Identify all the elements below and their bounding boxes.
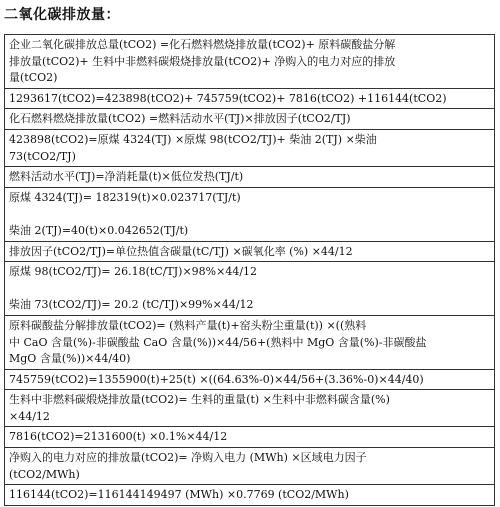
text-line: 原料碳酸盐分解排放量(tCO2)= (熟料产量(t)+窑头粉尘重量(t)) ×((熟料 (9, 318, 367, 332)
text-line: 116144(tCO2)=116144149497 (MWh) ×0.7769 (tCO2/MWh) (9, 488, 349, 502)
text-line: MgO 含量(%))×44/40) (9, 352, 131, 366)
text-line: 原煤 4324(TJ)= 182319(t)×0.023717(TJ/t) (9, 190, 241, 204)
text-line: 排放量(tCO2)+ 生料中非燃料碳煅烧排放量(tCO2)+ 净购入的电力对应的排放 (9, 54, 396, 68)
table-row-fossil-formula (5, 109, 494, 130)
text-line: 量(tCO2) (9, 71, 58, 85)
text-line: 423898(tCO2)=原煤 4324(TJ) ×原煤 98(tCO2/TJ)+ 柴油 2(TJ) ×柴油 (9, 132, 377, 146)
text-line: 73(tCO2/TJ) (9, 149, 76, 163)
text-line: ×44/12 (9, 409, 50, 423)
text-line: 柴油 73(tCO2/TJ)= 20.2 (tC/TJ)×99%×44/12 (9, 298, 254, 312)
table-row-activity-formula (5, 167, 494, 188)
table-row-factor-formula (5, 242, 494, 263)
table-row-rawmeal-values (5, 427, 494, 448)
table-row-factor-values (5, 262, 494, 316)
table-row-activity-values (5, 188, 494, 242)
text-line: 生料中非燃料碳煅烧排放量(tCO2)= 生料的重量(t) ×生料中非燃料碳含量(%) (9, 393, 390, 407)
blank-line (9, 281, 491, 298)
table-row-carbonate-formula (5, 316, 494, 370)
table-row-carbonate-values (5, 370, 494, 391)
text-line: 燃料活动水平(TJ)=净消耗量(t)×低位发热(TJ/t) (9, 170, 244, 184)
text-line: 原煤 98(tCO2/TJ)= 26.18(tC/TJ)×98%×44/12 (9, 265, 258, 279)
text-line: 企业二氧化碳排放总量(tCO2) =化石燃料燃烧排放量(tCO2)+ 原料碳酸盐分解 (9, 38, 396, 51)
table-row-fossil-values (5, 130, 494, 167)
table-row-total-formula (5, 35, 494, 89)
section-heading: 二氧化碳排放量： (4, 7, 120, 23)
text-line: 1293617(tCO2)=423898(tCO2)+ 745759(tCO2)+ 7816(tCO2) +116144(tCO2) (9, 91, 447, 105)
text-line: 7816(tCO2)=2131600(t) ×0.1%×44/12 (9, 430, 228, 444)
text-line: 中 CaO 含量(%)-非碳酸盐 CaO 含量(%))×44/56+(熟料中 MgO 含量(%)-非碳酸盐 (9, 335, 427, 349)
text-line: (tCO2/MWh) (9, 467, 80, 481)
text-line: 745759(tCO2)=1355900(t)+25(t) ×((64.63%-0)×44/56+(3.36%-0)×44/40) (9, 372, 424, 386)
text-line: 柴油 2(TJ)=40(t)×0.042652(TJ/t) (9, 223, 189, 237)
table-row-rawmeal-formula (5, 390, 494, 427)
text-line: 化石燃料燃烧排放量(tCO2) =燃料活动水平(TJ)×排放因子(tCO2/TJ) (9, 112, 351, 126)
table-row-total-values (5, 89, 494, 110)
text-line: 排放因子(tCO2/TJ)=单位热值含碳量(tC/TJ) ×碳氧化率 (%) ×44/12 (9, 244, 353, 258)
blank-line (9, 206, 491, 223)
table-row-electricity-formula (5, 448, 494, 485)
table-row-electricity-values (5, 485, 494, 506)
calculation-table (4, 34, 495, 506)
text-line: 净购入的电力对应的排放量(tCO2)= 净购入电力 (MWh) ×区域电力因子 (9, 451, 367, 465)
